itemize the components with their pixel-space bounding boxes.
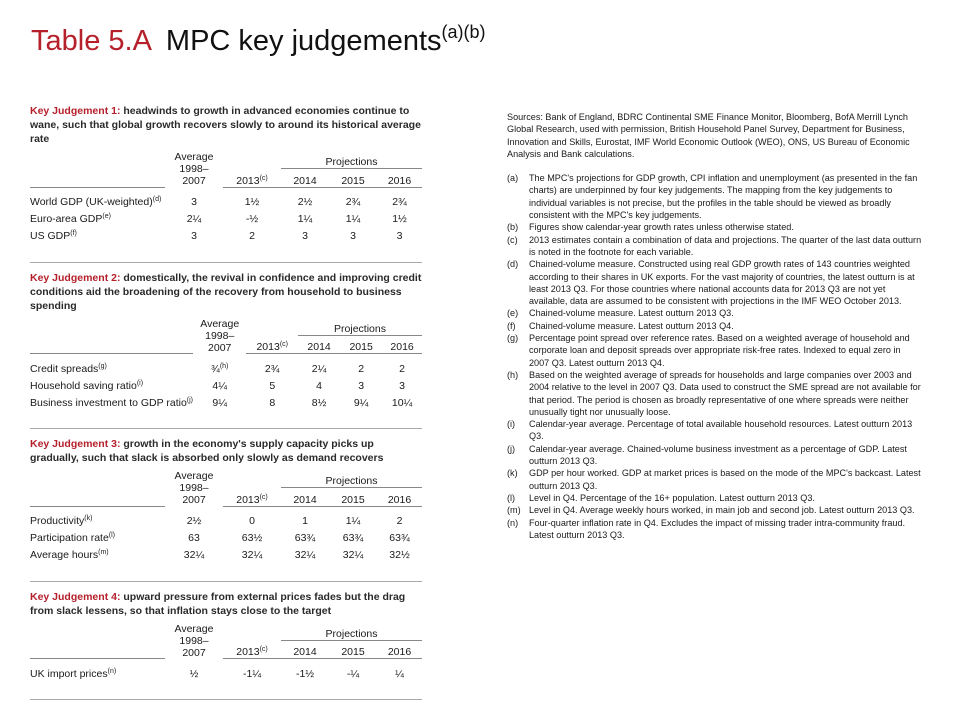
footnote	[507, 332, 922, 369]
cell-2015: 1¼	[345, 515, 361, 527]
cell-average	[193, 394, 246, 411]
cell-2015: 3	[358, 379, 365, 392]
header-2014: 2014	[281, 169, 329, 187]
cell-2013: -1¼	[242, 667, 262, 680]
key-judgement-text: headwinds to growth in advanced economies continue to wane, such that global growth recovers slowly to around its historical average rate	[30, 105, 421, 145]
footnote-text: Calendar-year average. Percentage of total available household resources. Latest outturn 2013 Q3.	[529, 419, 913, 442]
row-label	[30, 377, 193, 394]
cell-average	[165, 228, 223, 245]
cell-2016: 32½	[389, 549, 410, 561]
cell-2013: 1½	[244, 196, 260, 208]
header-2015: 2015	[329, 488, 377, 506]
header-projections: Projections	[281, 470, 422, 488]
header-projections: Projections	[281, 623, 422, 641]
cell-average	[165, 211, 223, 228]
header-2016: 2016	[377, 640, 422, 658]
row-label	[30, 211, 165, 228]
cell-2016: 63¾	[389, 532, 410, 544]
cell-2015: 63¾	[342, 532, 364, 544]
cell-2014: 1¼	[297, 213, 313, 225]
key-judgement-heading	[30, 104, 422, 146]
cell-2014: 2¼	[311, 362, 327, 375]
header-row	[30, 318, 422, 336]
row-sup: (g)	[98, 362, 107, 370]
footnote-label: (c)	[507, 234, 518, 245]
footnote	[507, 467, 922, 492]
footnote-text: Figures show calendar-year growth rates unless otherwise stated.	[529, 222, 794, 233]
key-judgement-label: Key Judgement 3:	[30, 438, 121, 450]
header-average-label: Average	[174, 470, 214, 482]
table-row	[30, 360, 422, 377]
header-blank	[30, 169, 165, 187]
header-2013	[223, 640, 281, 658]
table-row	[30, 530, 422, 547]
row-name: Average hours	[30, 549, 99, 561]
header-blank	[30, 640, 165, 658]
header-2015: 2015	[329, 640, 377, 658]
key-judgement-label: Key Judgement 1:	[30, 105, 121, 117]
table-end-rule	[30, 245, 422, 263]
cell-2013: 2	[249, 230, 255, 242]
header-average-period: 1998–	[179, 163, 209, 175]
row-name: Euro-area GDP	[30, 213, 103, 225]
cell-average-sup: (h)	[219, 362, 229, 370]
header-average	[165, 623, 223, 659]
table-row	[30, 513, 422, 530]
header-2013-sup: (c)	[279, 341, 288, 348]
cell-2013: 0	[249, 515, 255, 527]
row-name: US GDP	[30, 230, 71, 242]
header-average-period-end: 2007	[182, 646, 206, 659]
rule-cell	[30, 245, 422, 263]
cell-2013: 5	[269, 379, 276, 392]
table-end-rule	[30, 564, 422, 582]
cell-average-value: 3	[191, 230, 197, 242]
row-name: Household saving ratio	[30, 379, 137, 392]
header-2016: 2016	[377, 488, 422, 506]
key-judgement-heading	[30, 271, 422, 313]
title-superscript: (a)(b)	[441, 22, 486, 42]
row-name: Productivity	[30, 515, 85, 527]
header-row	[30, 151, 422, 169]
cell-2013: 63½	[241, 532, 263, 544]
cell-2015: -¼	[346, 667, 360, 680]
footnote-label: (b)	[507, 222, 519, 233]
row-sup: (f)	[70, 230, 77, 237]
footnote-text: The MPC's projections for GDP growth, CPI inflation and unemployment (as presented in the fan charts) are underpinned by four key judgements. The mapping from the key judgements to individual variables is not precise, but the profiles in the table should be viewed as broadly consistent with the MPC's key judgements.	[529, 173, 918, 221]
cell-average-value: 9¼	[212, 396, 228, 409]
key-judgement-heading	[30, 590, 422, 618]
table-row	[30, 194, 422, 211]
cell-2015: 2¾	[345, 196, 361, 208]
header-2013-sup: (c)	[259, 174, 268, 182]
header-2014: 2014	[281, 488, 329, 506]
header-projections: Projections	[281, 151, 422, 169]
header-2013-sup: (c)	[259, 646, 268, 653]
footnote-text: Chained-volume measure. Latest outturn 2013 Q4.	[529, 320, 734, 331]
footnote-text: Level in Q4. Average weekly hours worked, in main job and second job. Latest outturn 2013 Q3.	[529, 505, 915, 516]
cell-average-value: 32¼	[183, 549, 205, 561]
footnote	[507, 221, 922, 233]
row-name: Participation rate	[30, 532, 109, 544]
cell-average	[165, 547, 223, 564]
footnote	[507, 369, 922, 418]
footnote	[507, 320, 922, 332]
header-blank	[30, 488, 165, 506]
footnote-text: Calendar-year average. Chained-volume business investment as a percentage of GDP. Latest outturn 2013 Q3.	[529, 443, 907, 467]
cell-average	[165, 665, 223, 682]
cell-average-value: 63	[188, 532, 200, 544]
header-2013-label: 2013	[256, 341, 280, 353]
cell-average-value: 3	[191, 196, 197, 208]
header-average-label: Average	[174, 622, 214, 635]
table-row	[30, 228, 422, 245]
header-row	[30, 488, 422, 506]
footnote-label: (n)	[507, 517, 519, 528]
footnote-text: GDP per hour worked. GDP at market prices is based on the mode of the MPC's backcast. Latest outturn 2013 Q3.	[529, 468, 921, 491]
cell-2014: 2½	[297, 196, 313, 208]
cell-2014: -1½	[295, 667, 315, 680]
row-name: Business investment to GDP ratio	[30, 396, 187, 409]
row-sup: (k)	[84, 515, 93, 522]
cell-2013: 8	[269, 396, 276, 409]
cell-2014: 3	[302, 230, 308, 242]
footnote	[507, 258, 922, 307]
key-judgement-label: Key Judgement 4:	[30, 590, 121, 603]
row-label	[30, 360, 193, 377]
header-average-label: Average	[200, 317, 240, 330]
header-2013	[223, 169, 281, 187]
footnote-label: (d)	[507, 259, 519, 270]
row-sup: (d)	[152, 196, 162, 203]
cell-2013: 2¾	[264, 362, 280, 375]
footnote-text: Chained-volume measure. Constructed using real GDP growth rates of 143 countries weighted according to their shares in UK exports. For the vast majority of countries, the latest outturn is at least 2013 Q3. For those countries where national accounts data for 2013 Q3 are not yet available, data are assumed to be consistent with projections in the IMF WEO October 2013.	[529, 259, 915, 307]
footnote-label: (k)	[507, 468, 518, 479]
header-2013-label: 2013	[236, 174, 260, 187]
rule-cell	[30, 411, 422, 429]
cell-2015: 9¼	[353, 396, 369, 409]
row-name: World GDP (UK-weighted)	[30, 196, 153, 208]
cell-average-value: ¾	[211, 362, 220, 375]
footnote	[507, 307, 922, 319]
header-row	[30, 640, 422, 658]
row-label	[30, 547, 165, 564]
row-label	[30, 513, 165, 530]
header-2015: 2015	[329, 169, 377, 187]
footnote-text: Based on the weighted average of spreads for households and large companies over 2003 and 2004 relative to the level in 2007 Q3. Data used to construct the SME spread are not available for that period. The period is chosen as broadly representative of one where spreads were neither unusually tight nor unusually loose.	[529, 369, 921, 417]
row-sup: (j)	[186, 396, 194, 404]
cell-average	[193, 360, 246, 377]
cell-2015: 32¼	[342, 549, 364, 561]
header-blank	[223, 470, 281, 488]
key-judgement-heading	[30, 437, 422, 465]
cell-2016: 2	[399, 362, 405, 375]
cell-average-value: 4¼	[212, 379, 228, 392]
cell-2016: 3	[399, 379, 405, 392]
row-name: UK import prices	[30, 667, 108, 680]
row-sup: (m)	[98, 549, 109, 556]
judgement-table	[30, 623, 422, 701]
footnote-label: (l)	[507, 492, 516, 503]
footnotes-list	[507, 172, 922, 541]
header-row	[30, 623, 422, 641]
row-label	[30, 228, 165, 245]
key-judgement-text: upward pressure from external prices fades but the drag from slack lessens, so that inflation stays close to the target	[30, 590, 406, 617]
table-end-rule	[30, 682, 422, 700]
row-label	[30, 194, 165, 211]
header-2013	[223, 488, 281, 506]
header-average-period-end: 2007	[208, 341, 232, 354]
sources-text: Sources: Bank of England, BDRC Continental SME Finance Monitor, Bloomberg, BofA Merrill Lynch Global Research, used with permission, British Household Panel Survey, Department for Business, Innovation and Skills, Eurostat, IMF World Economic Outlook (WEO), ONS, US Bureau of Economic Analysis and Bank calculations.	[507, 112, 910, 159]
cell-2015: 1¼	[345, 213, 361, 225]
footnote-label: (g)	[507, 333, 519, 344]
row-label	[30, 530, 165, 547]
row-sup: (l)	[108, 532, 116, 539]
footnote-text: Chained-volume measure. Latest outturn 2013 Q3.	[529, 308, 734, 319]
footnote	[507, 418, 922, 443]
cell-average	[165, 513, 223, 530]
cell-2016: 2	[396, 515, 403, 527]
row-sup: (i)	[136, 379, 144, 387]
header-row	[30, 470, 422, 488]
cell-2013: 32¼	[241, 549, 263, 561]
footnote	[507, 504, 922, 516]
cell-average-value: 2½	[186, 515, 202, 527]
cell-2016: 2¾	[392, 196, 407, 208]
header-average-period-end: 2007	[182, 494, 206, 506]
header-average-period-end: 2007	[182, 175, 206, 187]
header-average-period: 1998–	[179, 634, 209, 647]
judgement-table	[30, 151, 422, 263]
table-number: Table 5.A	[31, 25, 152, 57]
footnote-label: (e)	[507, 308, 519, 319]
table-row	[30, 547, 422, 564]
cell-2015: 3	[350, 230, 356, 242]
footnote-text: Level in Q4. Percentage of the 16+ population. Latest outturn 2013 Q3.	[529, 492, 815, 503]
cell-2014: 8½	[311, 396, 327, 409]
header-blank	[30, 470, 165, 488]
key-judgement-text: domestically, the revival in confidence and improving credit conditions aid the broadening of the recovery from household to business spending	[30, 271, 422, 312]
header-2016: 2016	[377, 169, 422, 187]
table-row	[30, 211, 422, 228]
table-row	[30, 394, 422, 411]
row-sup: (e)	[102, 213, 111, 220]
rule-cell	[30, 682, 422, 700]
rule-cell	[30, 564, 422, 582]
cell-2014: 1	[302, 515, 308, 527]
cell-2015: 2	[358, 362, 365, 375]
footnote-label: (j)	[507, 443, 516, 454]
footnote-label: (h)	[507, 369, 519, 380]
header-2013-sup: (c)	[259, 493, 268, 501]
header-blank	[223, 623, 281, 641]
row-label	[30, 665, 165, 682]
key-judgement-label: Key Judgement 2:	[30, 271, 121, 284]
row-sup: (n)	[107, 667, 117, 675]
page-title	[31, 22, 486, 58]
cell-2016: 3	[396, 230, 403, 242]
judgement-table	[30, 470, 422, 582]
header-2015: 2015	[340, 335, 382, 353]
table-title-text: MPC key judgements	[165, 25, 442, 57]
footnote	[507, 517, 922, 542]
header-average-period: 1998–	[179, 482, 209, 494]
footnote-text: 2013 estimates contain a combination of data and projections. The quarter of the last data outturn is noted in the footnote for each variable.	[529, 234, 922, 257]
footnote-label: (i)	[507, 419, 516, 430]
header-blank	[30, 151, 165, 169]
cell-average-value: ½	[189, 667, 199, 680]
footnote	[507, 492, 922, 504]
header-row	[30, 169, 422, 187]
header-blank	[30, 318, 193, 336]
cell-2016: 10¼	[391, 396, 413, 409]
header-blank	[223, 151, 281, 169]
cell-average	[193, 377, 246, 394]
header-blank	[30, 335, 193, 353]
cell-2014: 4	[316, 379, 322, 392]
cell-average	[165, 530, 223, 547]
table-row	[30, 377, 422, 394]
header-average	[193, 318, 246, 354]
cell-2014: 63¾	[294, 532, 316, 544]
footnote-label: (m)	[507, 505, 521, 516]
header-average-period: 1998–	[205, 329, 235, 342]
key-judgements-panel	[30, 104, 422, 708]
footnote-label: (a)	[507, 173, 519, 184]
header-blank	[246, 318, 298, 336]
header-2013	[246, 335, 298, 353]
cell-average-value: 2¼	[186, 213, 202, 225]
judgement-table	[30, 318, 422, 430]
footnote-text: Percentage point spread over reference rates. Based on a weighted average of household and corporate loan and deposit spreads over appropriate risk-free rates. Indexed to equal zero in 2007 Q3. Latest outturn 2013 Q4.	[529, 333, 910, 368]
header-projections: Projections	[298, 318, 422, 336]
footnote-label: (f)	[507, 320, 516, 331]
header-2014: 2014	[298, 335, 340, 353]
table-row	[30, 665, 422, 682]
header-average-label: Average	[174, 151, 214, 163]
header-blank	[30, 623, 165, 641]
header-2013-label: 2013	[236, 646, 260, 658]
footnote	[507, 443, 922, 468]
cell-average	[165, 194, 223, 211]
footnote	[507, 172, 922, 221]
header-average	[165, 470, 223, 506]
header-2016: 2016	[382, 335, 422, 353]
header-2013-label: 2013	[236, 493, 260, 506]
cell-2016: ¼	[395, 667, 404, 680]
header-average	[165, 151, 223, 187]
footnote	[507, 234, 922, 259]
key-judgement-text: growth in the economy's supply capacity picks up gradually, such that slack is absorbed only slowly as demand recovers	[30, 438, 384, 464]
row-name: Credit spreads	[30, 362, 99, 375]
footnote-text: Four-quarter inflation rate in Q4. Excludes the impact of missing trader intra-community fraud. Latest outturn 2013 Q3.	[529, 517, 906, 540]
cell-2016: 1½	[392, 213, 407, 225]
table-end-rule	[30, 411, 422, 429]
cell-2013: -½	[245, 213, 259, 225]
row-label	[30, 394, 193, 411]
cell-2014: 32¼	[294, 549, 316, 561]
header-2014: 2014	[281, 640, 329, 658]
notes-panel	[507, 111, 922, 541]
